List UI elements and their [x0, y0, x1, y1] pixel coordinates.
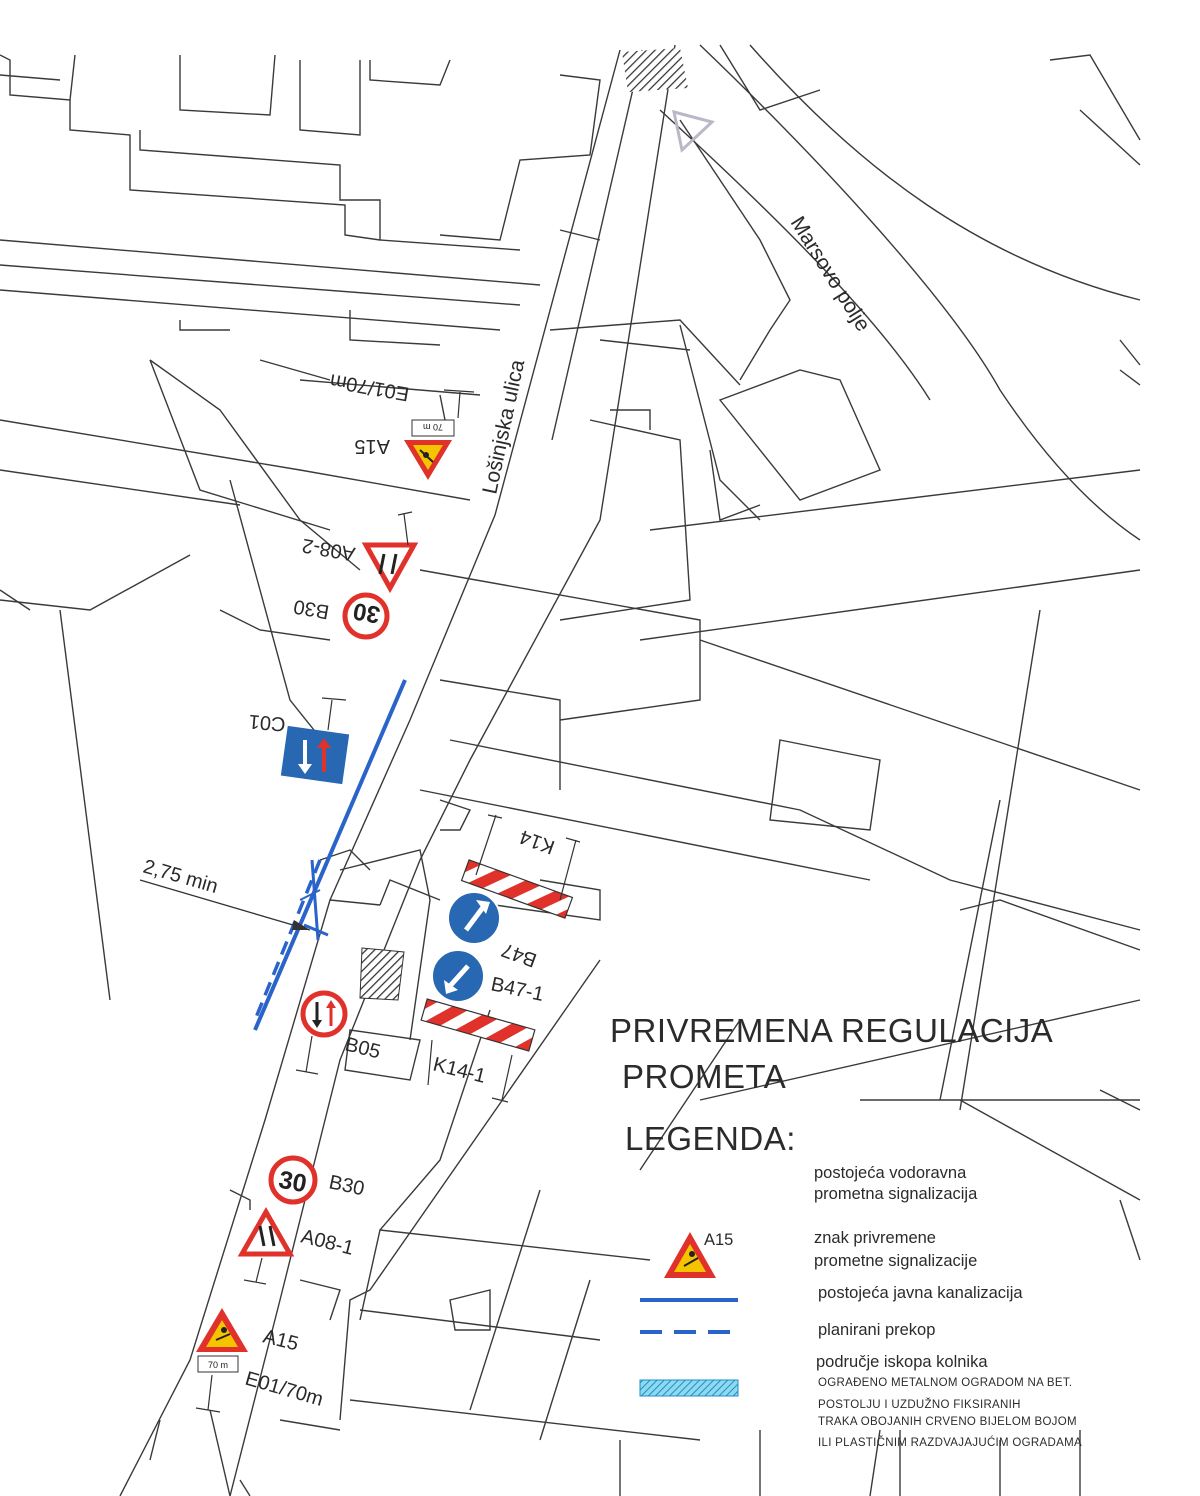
dimension-line — [140, 880, 310, 930]
speed-value-top: 30 — [351, 596, 383, 629]
legend-item-5-small-3: TRAKA OBOJANIH CRVENO BIJELOM BOJOM — [818, 1416, 1077, 1428]
label-a08-2: A08-2 — [300, 533, 357, 565]
legend-title: LEGENDA: — [625, 1120, 796, 1157]
legend-hatch-area — [640, 1380, 738, 1396]
sign-b30-top — [345, 595, 387, 637]
map-title-line2: PROMETA — [622, 1058, 787, 1095]
label-e01-top: E01/70m — [328, 369, 411, 405]
speed-value-bottom: 30 — [276, 1165, 309, 1199]
plate-value-bottom: 70 m — [207, 1360, 229, 1370]
label-e01-bottom: E01/70m — [242, 1367, 326, 1411]
sign-a08-1 — [242, 1212, 290, 1254]
legend-item-1-line1: postojeća vodoravna — [814, 1164, 967, 1182]
sign-a08-2 — [366, 545, 414, 588]
sign-b30-bottom — [271, 1158, 315, 1202]
sign-c01 — [281, 726, 349, 784]
legend-item-2-line1: znak privremene — [814, 1229, 936, 1247]
legend-a15-code: A15 — [704, 1231, 734, 1249]
label-k14: K14 — [516, 825, 558, 858]
label-b47: B47 — [498, 938, 540, 971]
street-marsovo-label: Marsovo polje — [785, 212, 875, 336]
label-b47-1: B47-1 — [488, 973, 546, 1006]
sign-b47-1 — [432, 950, 484, 1002]
label-b05: B05 — [342, 1033, 383, 1064]
legend-item-5-small-2: POSTOLJU I UZDUŽNO FIKSIRANIH — [818, 1399, 1021, 1411]
legend-item-3-line1: postojeća javna kanalizacija — [818, 1284, 1023, 1302]
legend-item-4-line1: planirani prekop — [818, 1321, 936, 1339]
legend-item-5-small-4: ILI PLASTIČNIM RAZDVAJAJUĆIM OGRADAMA — [818, 1437, 1082, 1449]
dimension-label: 2,75 min — [140, 855, 221, 898]
street-losinjska-label: Lošinjska ulica — [478, 357, 530, 497]
label-c01: C01 — [247, 709, 287, 735]
label-b30-bottom: B30 — [326, 1171, 367, 1201]
barrier-k14-1 — [421, 999, 535, 1051]
label-a15-bottom: A15 — [260, 1325, 301, 1356]
label-a08-1: A08-1 — [298, 1225, 356, 1260]
yield-marking — [674, 112, 712, 150]
sign-b05 — [303, 993, 345, 1035]
label-b30-top: B30 — [291, 594, 331, 623]
plate-value-top: 70 m — [422, 422, 444, 432]
legend-item-5-small-1: OGRAĐENO METALNOM OGRADOM NA BET. — [818, 1377, 1073, 1389]
label-k14-1: K14-1 — [430, 1053, 488, 1088]
excavation-area — [360, 948, 404, 1000]
sign-a15-top — [404, 420, 454, 480]
legend-item-1-line2: prometna signalizacija — [814, 1185, 978, 1203]
base-map — [0, 45, 1140, 1496]
sign-b47 — [448, 892, 500, 944]
legend-item-5-line1: područje iskopa kolnika — [816, 1353, 988, 1371]
label-a15-top: A15 — [354, 435, 390, 457]
map-title-line1: PRIVREMENA REGULACIJA — [610, 1012, 1054, 1049]
crosswalk-marking — [622, 48, 688, 92]
legend-item-2-line2: prometne signalizacije — [814, 1252, 978, 1270]
legend — [625, 1120, 1082, 1449]
